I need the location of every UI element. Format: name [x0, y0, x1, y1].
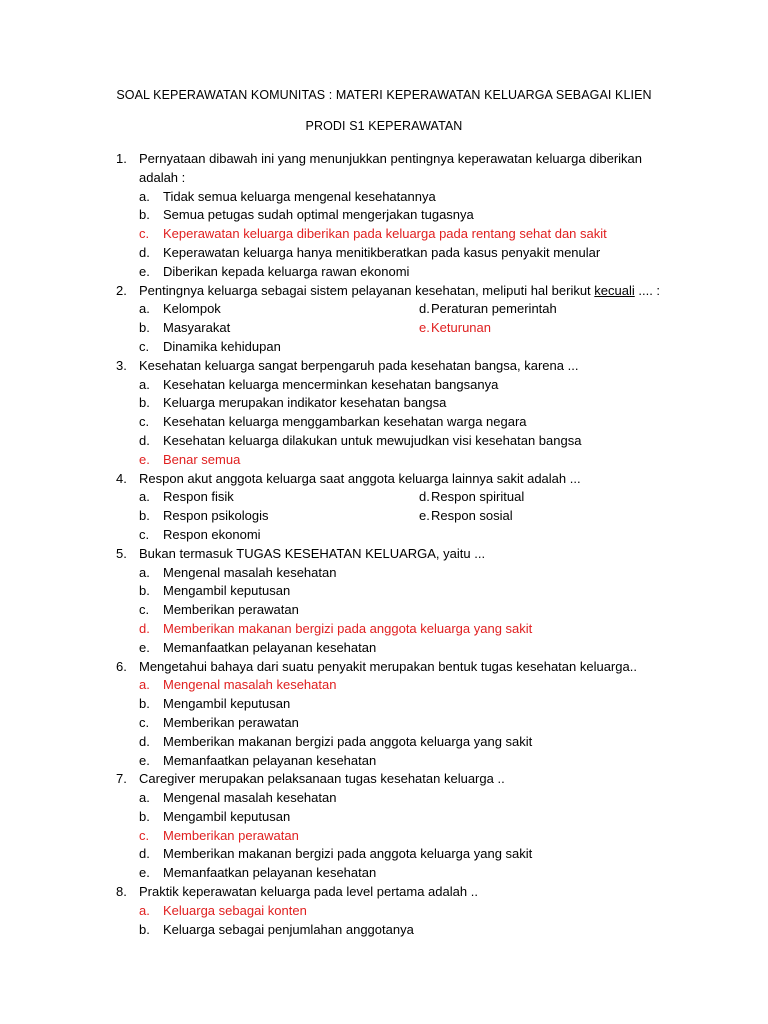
option-a-answer: a. Keluarga sebagai konten [139, 902, 307, 918]
question-number: 5. [116, 545, 127, 561]
option-d: d. Memberikan makanan bergizi pada anggota keluarga yang sakit [139, 846, 533, 862]
option-b: b. Masyarakat [139, 320, 231, 336]
document-subtitle: PRODI S1 KEPERAWATAN [305, 119, 463, 133]
option-e: e. Memanfaatkan pelayanan kesehatan [139, 752, 377, 768]
option-e: e. Memanfaatkan pelayanan kesehatan [139, 865, 377, 881]
option-d-answer: d. Memberikan makanan bergizi pada anggota keluarga yang sakit [139, 620, 533, 636]
question-1 [116, 150, 676, 282]
option-b: b. Semua petugas sudah optimal mengerjakan tugasnya [139, 207, 474, 223]
option-c: c. Kesehatan keluarga menggambarkan kesehatan warga negara [139, 414, 527, 430]
option-c-answer: c. Memberikan perawatan [139, 827, 299, 843]
question-text: Praktik keperawatan keluarga pada level pertama adalah .. [139, 884, 478, 900]
option-a-answer: a. Mengenal masalah kesehatan [139, 677, 337, 693]
option-a: a. Tidak semua keluarga mengenal kesehatannya [139, 188, 436, 204]
option-b: b. Mengambil keputusan [139, 808, 291, 824]
question-text-line: Pernyataan dibawah ini yang menunjukkan pentingnya keperawatan keluarga diberikan [139, 151, 643, 166]
underlined-word: kecuali [594, 282, 635, 298]
option-d: d. Kesehatan keluarga dilakukan untuk mewujudkan visi kesehatan bangsa [139, 432, 582, 448]
question-8 [116, 883, 676, 939]
option-c: c. Memberikan perawatan [139, 714, 299, 730]
option-b: b. Mengambil keputusan [139, 583, 291, 599]
option-a: a. Mengenal masalah kesehatan [139, 564, 337, 580]
question-5 [116, 545, 676, 658]
option-a: a. Kelompok [139, 301, 221, 317]
option-b: b. Mengambil keputusan [139, 696, 291, 712]
option-b: b. Keluarga merupakan indikator kesehatan bangsa [139, 395, 447, 411]
option-d: d. Keperawatan keluarga hanya menitikberatkan pada kasus penyakit menular [139, 244, 601, 260]
document-title: SOAL KEPERAWATAN KOMUNITAS : MATERI KEPERAWATAN KELUARGA SEBAGAI KLIEN [116, 88, 652, 102]
question-2: 2. Pentingnya keluarga sebagai sistem pelayanan kesehatan, meliputi hal berikut kecuali .... : a. Kelompok d. Peraturan pemerintah b. Masyarakat e. Keturunan c. Dinamika kehidupan [116, 282, 676, 357]
question-3 [116, 357, 676, 470]
question-text: Caregiver merupakan pelaksanaan tugas kesehatan keluarga .. [139, 771, 505, 787]
question-number: 6. [116, 658, 127, 674]
question-text: Pentingnya keluarga sebagai sistem pelayanan kesehatan, meliputi hal berikut kecuali .... : [139, 282, 661, 298]
option-c: c. Respon ekonomi [139, 526, 261, 542]
option-e-answer: e. Benar semua [139, 451, 241, 467]
option-c-answer: c. Keperawatan keluarga diberikan pada keluarga pada rentang sehat dan sakit [139, 226, 607, 242]
option-d: d. Memberikan makanan bergizi pada anggota keluarga yang sakit [139, 733, 533, 749]
option-c: c. Dinamika kehidupan [139, 338, 281, 354]
question-text: Kesehatan keluarga sangat berpengaruh pada kesehatan bangsa, karena ... [139, 357, 579, 373]
question-text: Respon akut anggota keluarga saat anggota keluarga lainnya sakit adalah ... [139, 470, 581, 486]
question-text-line: adalah : [139, 169, 186, 185]
option-e: e. Diberikan kepada keluarga rawan ekonomi [139, 263, 410, 279]
question-number: 2. [116, 282, 127, 298]
question-text [139, 150, 676, 188]
question-number: 4. [116, 470, 127, 486]
question-text: Mengetahui bahaya dari suatu penyakit merupakan bentuk tugas kesehatan keluarga.. [139, 658, 637, 674]
question-4: 4. Respon akut anggota keluarga saat anggota keluarga lainnya sakit adalah ... a. Respon fisik d. Respon spiritual b. Respon psikologis e. Respon sosial c. Respon ekonomi [116, 470, 676, 545]
option-c: c. Memberikan perawatan [139, 602, 299, 618]
question-6 [116, 658, 676, 771]
option-e: e. Memanfaatkan pelayanan kesehatan [139, 639, 377, 655]
question-number: 8. [116, 884, 127, 900]
question-number: 7. [116, 771, 127, 787]
question-list [116, 150, 676, 939]
question-text: Bukan termasuk TUGAS KESEHATAN KELUARGA, yaitu ... [139, 545, 486, 561]
question-7 [116, 770, 676, 883]
option-b: b. Respon psikologis [139, 508, 269, 524]
question-number: 1. [116, 151, 127, 166]
option-a: a. Kesehatan keluarga mencerminkan kesehatan bangsanya [139, 376, 499, 392]
option-a: a. Respon fisik [139, 489, 234, 505]
question-number: 3. [116, 357, 127, 373]
option-a: a. Mengenal masalah kesehatan [139, 790, 337, 806]
option-b: b. Keluarga sebagai penjumlahan anggotanya [139, 921, 414, 937]
